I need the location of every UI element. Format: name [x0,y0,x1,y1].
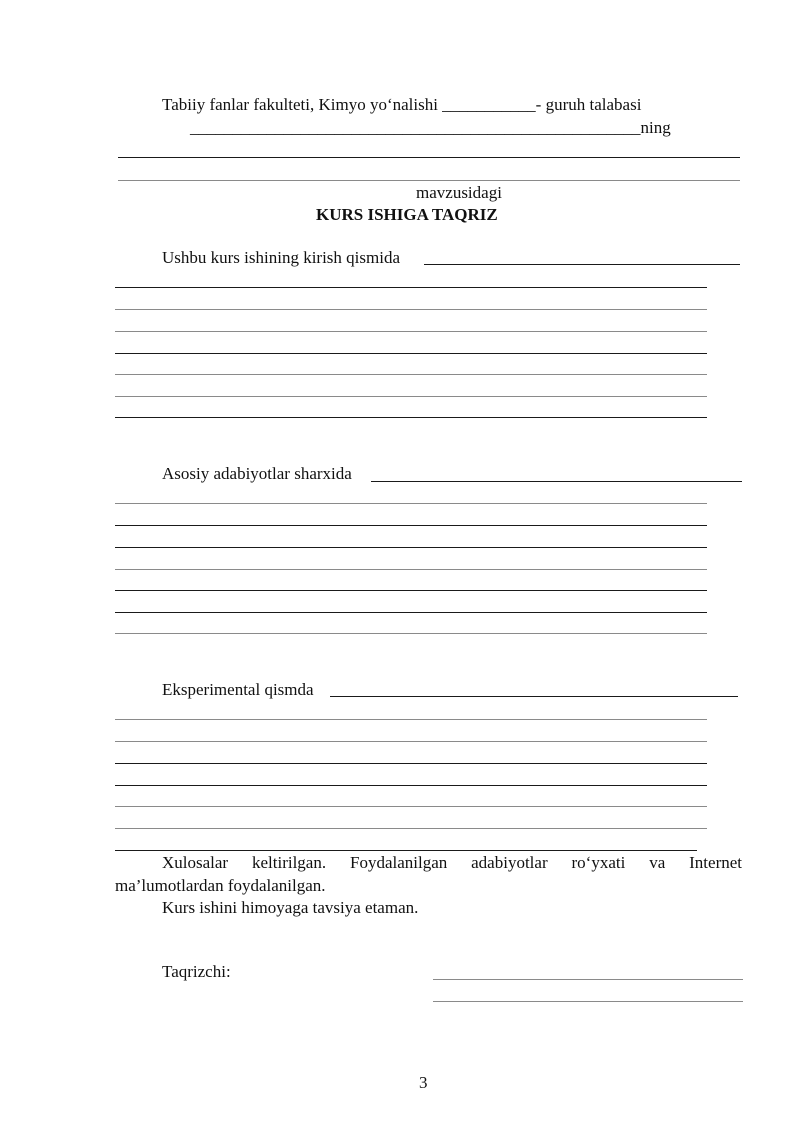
page-number: 3 [419,1073,428,1092]
experimental-label: Eksperimental qismda [162,680,314,699]
intro-label: Ushbu kurs ishining kirish qismida [162,248,401,267]
review-line [115,287,707,288]
review-line [115,331,707,332]
review-line [115,417,707,418]
review-line [115,806,707,807]
intro-label-line [424,264,740,265]
review-line [115,547,707,548]
review-line [115,503,707,504]
review-line [115,763,707,764]
review-line [115,633,707,634]
review-line [115,396,707,397]
reviewer-label: Taqrizchi: [162,962,231,981]
review-line [115,590,707,591]
experimental-label-line [330,696,738,697]
review-line [115,741,707,742]
literature-label: Asosiy adabiyotlar sharxida [162,464,352,483]
review-line [115,309,707,310]
reviewer-signature-line [433,1001,743,1002]
review-line [115,525,707,526]
document-title: KURS ISHIGA TAQRIZ [316,205,498,224]
review-line [115,374,707,375]
review-line [115,719,707,720]
recommendation: Kurs ishini himoyaga tavsiya etaman. [162,898,419,917]
review-line [115,828,707,829]
topic-line [118,180,740,181]
header-line-1: Tabiiy fanlar fakulteti, Kimyo yo‘nalishi ___________- guruh talabasi [162,95,642,114]
review-line [115,569,707,570]
conclusion-line-1: Xulosalar keltirilgan. Foydalanilgan adabiyotlar ro‘yxati va Internet [162,853,742,872]
review-line [115,612,707,613]
topic-suffix: mavzusidagi [416,183,502,202]
review-line [115,785,707,786]
literature-label-line [371,481,742,482]
conclusion-line-2: ma’lumotlardan foydalanilgan. [115,876,326,895]
reviewer-signature-line [433,979,743,980]
review-line [115,850,697,851]
review-line [115,353,707,354]
header-line-2: _____________________________________________________ning [190,118,671,137]
topic-line [118,157,740,158]
